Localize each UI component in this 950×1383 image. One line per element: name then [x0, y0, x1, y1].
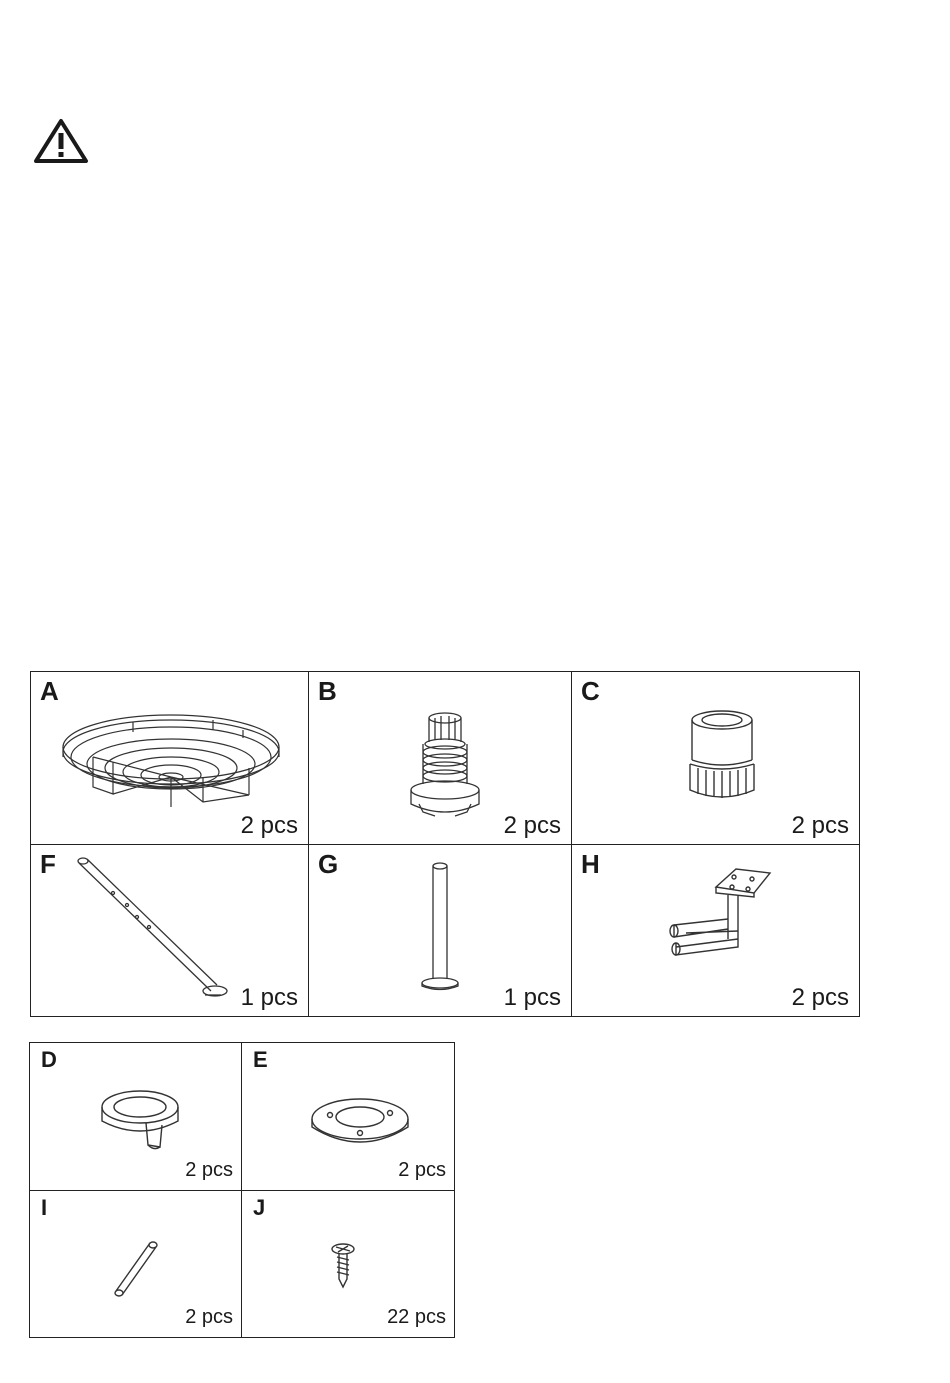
part-cell-g — [309, 845, 572, 1017]
screw-icon — [328, 1241, 358, 1291]
part-letter: C — [581, 676, 600, 706]
part-letter: H — [581, 849, 600, 879]
part-quantity: 2 pcs — [503, 812, 561, 839]
corner-wire-basket-icon — [53, 702, 283, 812]
locking-ring-icon — [98, 1085, 188, 1157]
part-letter: J — [253, 1195, 266, 1220]
part-cell-a — [31, 672, 309, 845]
perforated-center-pole-icon — [71, 857, 231, 1007]
part-letter: E — [253, 1047, 268, 1072]
part-quantity: 22 pcs — [387, 1306, 446, 1328]
knurled-collar-nut-icon — [684, 708, 760, 804]
part-cell-j — [242, 1191, 455, 1338]
pole-with-base-plate-icon — [415, 861, 465, 997]
part-letter: B — [318, 676, 337, 706]
part-cell-i — [30, 1191, 242, 1338]
part-cell-c — [572, 672, 860, 845]
warning-triangle-icon — [33, 118, 89, 164]
parts-table-main — [30, 671, 860, 1017]
part-letter: G — [318, 849, 339, 879]
part-letter: F — [40, 849, 56, 879]
dowel-pin-icon — [110, 1239, 160, 1301]
part-letter: A — [40, 676, 59, 706]
part-quantity: 2 pcs — [791, 812, 849, 839]
mounting-bracket-icon — [664, 867, 814, 977]
part-letter: D — [41, 1047, 57, 1072]
part-quantity: 2 pcs — [185, 1159, 233, 1181]
flange-plate-icon — [308, 1095, 412, 1151]
part-cell-d — [30, 1043, 242, 1191]
part-cell-f — [31, 845, 309, 1017]
threaded-height-adjuster-icon — [405, 712, 485, 822]
part-quantity: 2 pcs — [398, 1159, 446, 1181]
part-quantity: 1 pcs — [240, 984, 298, 1011]
part-quantity: 1 pcs — [503, 984, 561, 1011]
part-cell-e — [242, 1043, 455, 1191]
part-quantity: 2 pcs — [185, 1306, 233, 1328]
part-cell-h — [572, 845, 860, 1017]
part-quantity: 2 pcs — [791, 984, 849, 1011]
parts-table-small — [29, 1042, 455, 1338]
part-quantity: 2 pcs — [240, 812, 298, 839]
part-letter: I — [41, 1195, 48, 1220]
part-cell-b — [309, 672, 572, 845]
